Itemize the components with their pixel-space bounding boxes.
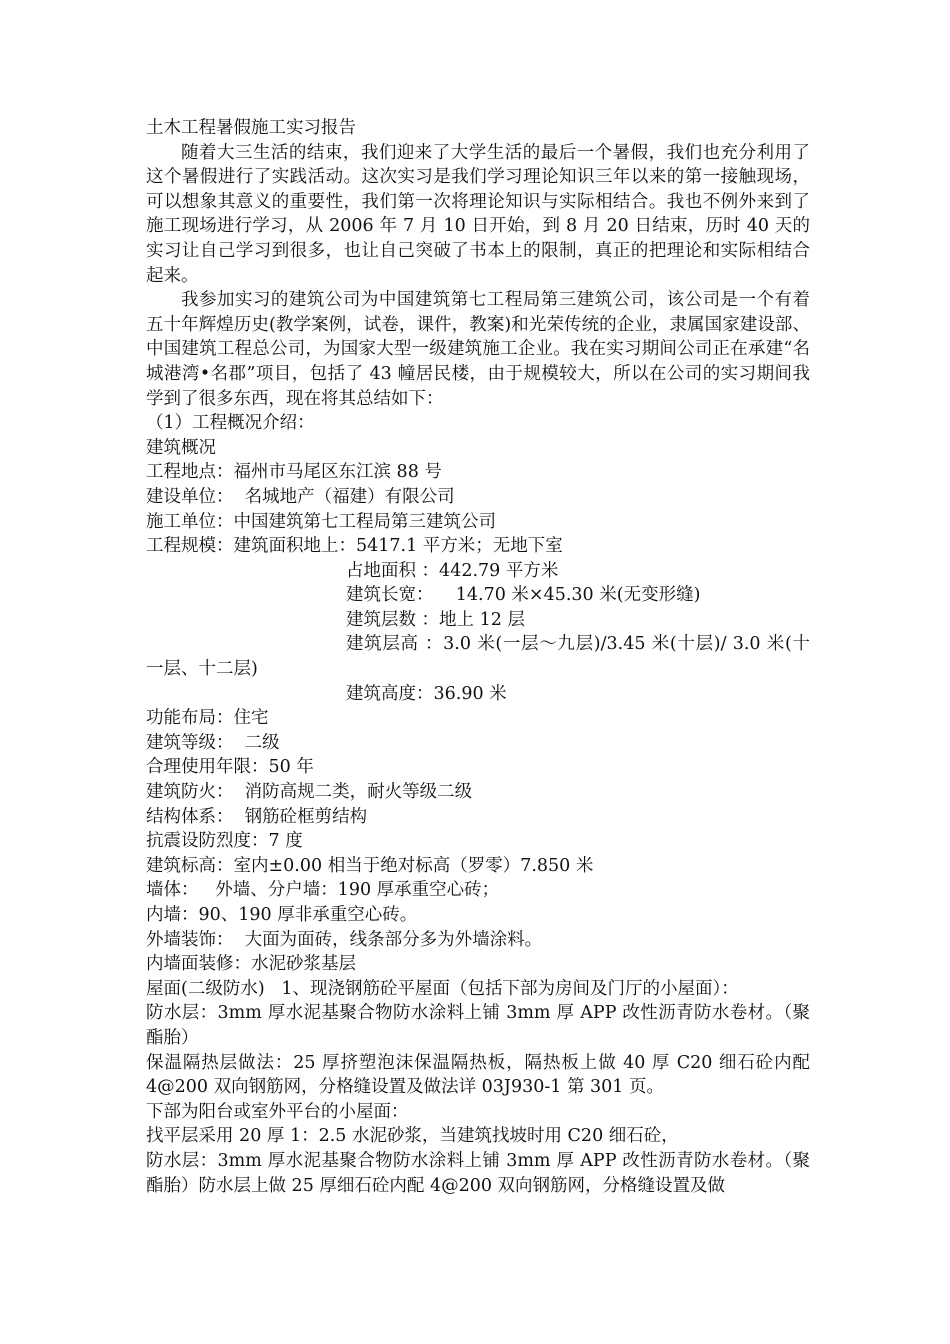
service-life-line: 合理使用年限：50 年	[146, 757, 314, 778]
floor-height-line: 建筑层高 ：3.0 米(一层～九层)/3.45 米(十层)/ 3.0 米(十一层、十二层)	[146, 634, 810, 680]
wall-outer-line: 墙体： 外墙、分户墙：190 厚承重空心砖；	[146, 880, 500, 901]
document-body	[146, 116, 810, 1198]
floors-line: 建筑层数 ：地上 12 层	[346, 609, 525, 630]
contractor-line: 施工单位：中国建筑第七工程局第三建筑公司	[146, 511, 496, 532]
seismic-line: 抗震设防烈度：7 度	[146, 831, 303, 852]
location-line: 工程地点：福州市马尾区东江滨 88 号	[146, 462, 442, 483]
waterproof-line-2: 防水层：3mm 厚水泥基聚合物防水涂料上铺 3mm 厚 APP 改性沥青防水卷材。（聚酯胎）防水层上做 25 厚细石砼内配 4@200 双向钢筋网，分格缝设置及做	[146, 1150, 810, 1196]
fire-line: 建筑防火： 消防高规二类，耐火等级二级	[146, 782, 473, 803]
document-title: 土木工程暑假施工实习报告	[146, 118, 356, 138]
elevation-line: 建筑标高：室内±0.00 相当于绝对标高（罗零）7.850 米	[146, 855, 594, 876]
company-paragraph: 我参加实习的建筑公司为中国建筑第七工程局第三建筑公司，该公司是一个有着五十年辉煌历史(教学案例，试卷，课件，教案)和光荣传统的企业，隶属国家建设部、中国建筑工程总公司，为国家大型一级建筑施工企业。我在实习期间公司正在承建“名城港湾•名郡”项目，包括了 43 幢居民楼，由于规模较大，所以在公司的实习期间我学到了很多东西，现在将其总结如下：	[146, 290, 810, 409]
wall-inner-line: 内墙：90、190 厚非承重空心砖。	[146, 905, 418, 925]
roof-line: 屋面(二级防水) 1、现浇钢筋砼平屋面（包括下部为房间及门厅的小屋面）：	[146, 978, 739, 999]
building-height-line: 建筑高度：36.90 米	[346, 683, 507, 704]
intro-paragraph: 随着大三生活的结束，我们迎来了大学生活的最后一个暑假，我们也充分利用了这个暑假进行了实践活动。这次实习是我们学习理论知识三年以来的第一接触现场，可以想象其意义的重要性，我们第一次将理论知识与实际相结合。我也不例外来到了施工现场进行学习，从 2006 年 7 月 10 日开始，到 8 月 20 日结束，历时 40 天的实习让自己学习到很多，也让自己突破了书本上的限制，真正的把理论和实际相结合起来。	[146, 142, 810, 286]
insulation-line: 保温隔热层做法：25 厚挤塑泡沫保温隔热板，隔热板上做 40 厚 C20 细石砼内配 4@200 双向钢筋网，分格缝设置及做法详 03J930-1 第 301 页。	[146, 1052, 810, 1098]
function-line: 功能布局：住宅	[146, 708, 269, 729]
exterior-finish-line: 外墙装饰： 大面为面砖，线条部分多为外墙涂料。	[146, 929, 543, 950]
overview-heading: 建筑概况	[146, 437, 216, 458]
leveling-line: 找平层采用 20 厚 1：2.5 水泥砂浆，当建筑找坡时用 C20 细石砼，	[146, 1126, 679, 1147]
structure-line: 结构体系： 钢筋砼框剪结构	[146, 806, 368, 827]
grade-line: 建筑等级： 二级	[146, 732, 280, 753]
waterproof-line-1: 防水层：3mm 厚水泥基聚合物防水涂料上铺 3mm 厚 APP 改性沥青防水卷材。（聚酯胎）	[146, 1003, 810, 1048]
developer-line: 建设单位： 名城地产（福建）有限公司	[146, 486, 455, 507]
section-heading: （1）工程概况介绍：	[146, 413, 315, 434]
land-area-line: 占地面积 ：442.79 平方米	[346, 560, 559, 581]
scale-line: 工程规模：建筑面积地上：5417.1 平方米；无地下室	[146, 536, 563, 557]
lower-roof-line: 下部为阳台或室外平台的小屋面：	[146, 1101, 409, 1122]
interior-finish-line: 内墙面装修：水泥砂浆基层	[146, 954, 356, 975]
length-width-line: 建筑长宽： 14.70 米×45.30 米(无变形缝)	[346, 585, 701, 606]
